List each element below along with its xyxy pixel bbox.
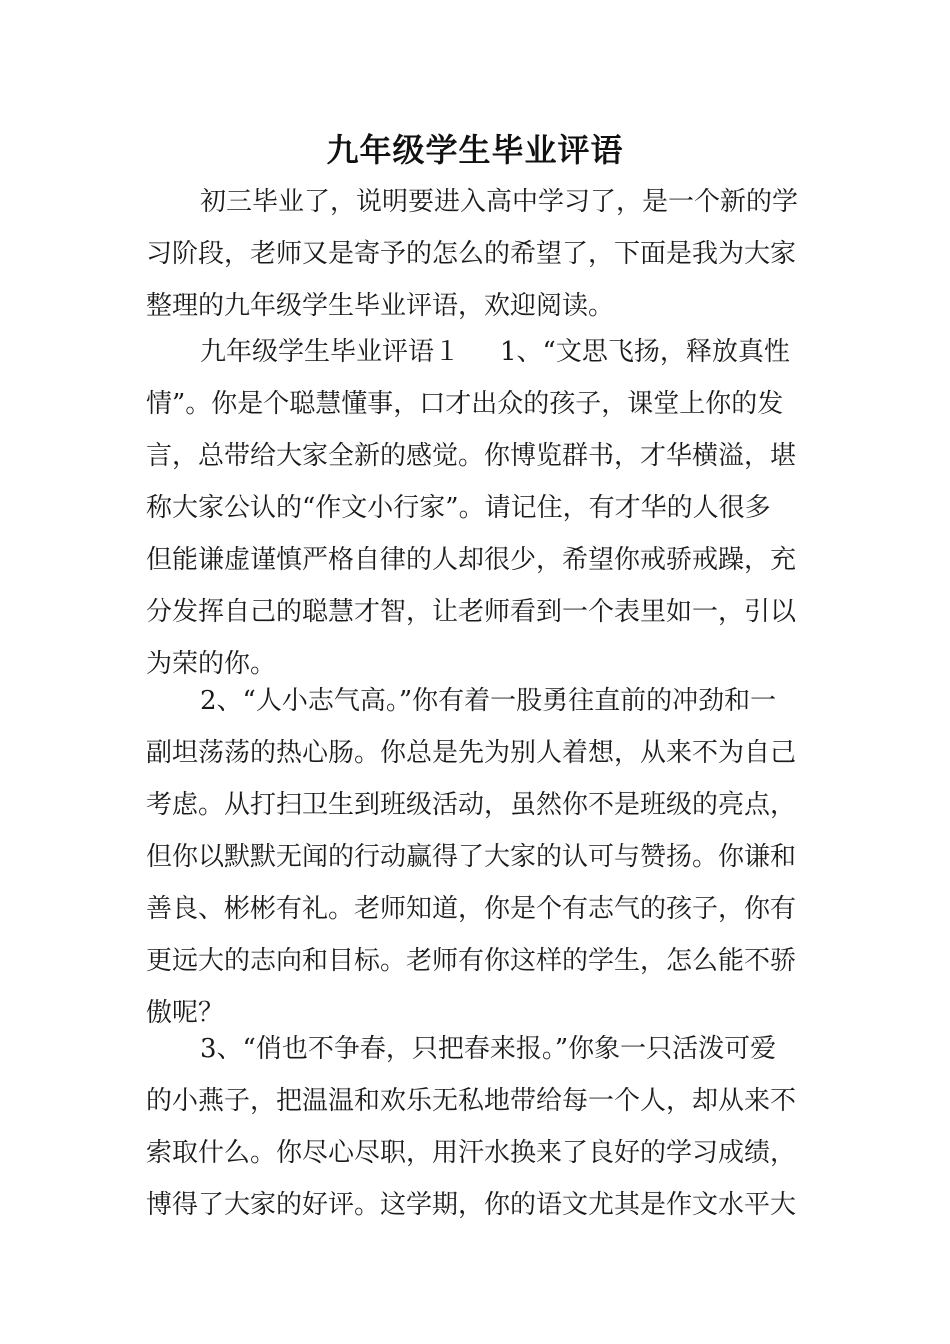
paragraph-comment-2	[146, 675, 806, 1039]
text-line: 3、“俏也不争春，只把春来报。”你象一只活泼可爱	[200, 1034, 777, 1064]
document-title: 九年级学生毕业评语	[326, 131, 624, 169]
text-line	[146, 326, 806, 378]
text-line: 称大家公认的“作文小行家”。请记住，有才华的人很多	[146, 493, 771, 523]
text-line: 副坦荡荡的热心肠。你总是先为别人着想，从来不为自己	[146, 738, 797, 768]
text-line: 更远大的志向和目标。老师有你这样的学生，怎么能不骄	[146, 946, 797, 976]
paragraph-comment-1	[146, 326, 806, 690]
text-line: 傲呢？	[146, 998, 225, 1028]
text-line: 的小燕子，把温温和欢乐无私地带给每一个人，却从来不	[146, 1086, 797, 1116]
text-run: 1、“文思飞扬，释放真性	[500, 337, 790, 367]
text-line: 善良、彬彬有礼。老师知道，你是个有志气的孩子，你有	[146, 894, 797, 924]
text-line: 言，总带给大家全新的感觉。你博览群书，才华横溢，堪	[146, 441, 797, 471]
text-line: 情”。你是个聪慧懂事，口才出众的孩子，课堂上你的发	[146, 389, 784, 419]
text-line: 但能谦虚谨慎严格自律的人却很少，希望你戒骄戒躁，充	[146, 545, 797, 575]
text-line: 博得了大家的好评。这学期，你的语文尤其是作文水平大	[146, 1190, 797, 1220]
paragraph-intro	[146, 176, 806, 332]
section-heading: 九年级学生毕业评语１	[200, 337, 461, 367]
text-line: 考虑。从打扫卫生到班级活动，虽然你不是班级的亮点，	[146, 790, 797, 820]
text-line: 2、“人小志气高。”你有着一股勇往直前的冲劲和一	[200, 686, 777, 716]
text-line: 为荣的你。	[146, 649, 277, 679]
text-line: 但你以默默无闻的行动赢得了大家的认可与赞扬。你谦和	[146, 842, 797, 872]
text-line: 索取什么。你尽心尽职，用汗水换来了良好的学习成绩，	[146, 1138, 797, 1168]
text-line: 整理的九年级学生毕业评语，欢迎阅读。	[146, 291, 615, 321]
paragraph-comment-3	[146, 1023, 806, 1231]
text-line: 初三毕业了，说明要进入高中学习了，是一个新的学	[200, 187, 799, 217]
text-line: 分发挥自己的聪慧才智，让老师看到一个表里如一，引以	[146, 597, 797, 627]
text-line: 习阶段，老师又是寄予的怎么的希望了，下面是我为大家	[146, 239, 797, 269]
